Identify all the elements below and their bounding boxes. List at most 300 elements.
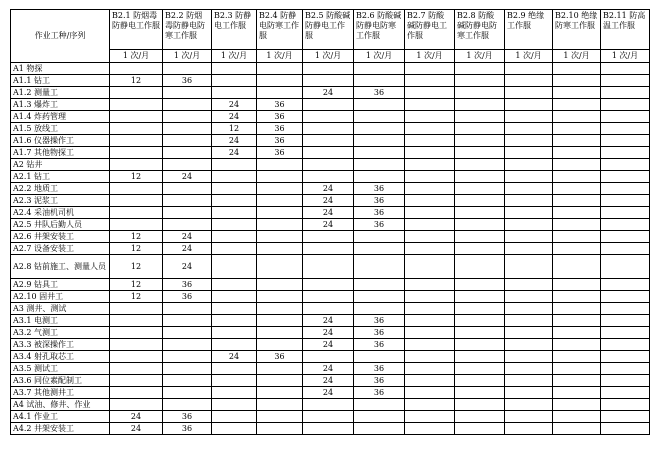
value-cell [110, 351, 163, 363]
header-row [11, 10, 650, 50]
row-label: A4 试油、修井、作业 [11, 399, 110, 411]
table-row [11, 423, 650, 435]
value-cell: 12 [110, 279, 163, 291]
unit-cell: 1 次/月 [354, 50, 405, 63]
value-cell [455, 387, 505, 399]
value-cell [455, 423, 505, 435]
unit-cell: 1 次/月 [455, 50, 505, 63]
value-cell: 24 [163, 255, 212, 279]
row-label: A1.6 仪器操作工 [11, 135, 110, 147]
value-cell [212, 291, 257, 303]
table-row [11, 363, 650, 375]
value-cell [405, 195, 455, 207]
protective-clothing-table [10, 9, 650, 435]
value-cell [505, 63, 553, 75]
value-cell [212, 423, 257, 435]
value-cell: 36 [354, 375, 405, 387]
value-cell [405, 63, 455, 75]
value-cell [405, 423, 455, 435]
row-label: A2.6 井架安装工 [11, 231, 110, 243]
value-cell [110, 303, 163, 315]
value-cell [257, 231, 303, 243]
table-row [11, 111, 650, 123]
value-cell [303, 111, 354, 123]
table-row [11, 315, 650, 327]
row-label: A2.2 地质工 [11, 183, 110, 195]
value-cell [455, 339, 505, 351]
value-cell [553, 243, 601, 255]
value-cell [257, 375, 303, 387]
table-row [11, 387, 650, 399]
value-cell: 24 [163, 243, 212, 255]
value-cell [455, 183, 505, 195]
value-cell [601, 303, 650, 315]
value-cell [110, 123, 163, 135]
value-cell [405, 207, 455, 219]
value-cell [601, 327, 650, 339]
unit-cell: 1 次/月 [212, 50, 257, 63]
value-cell [455, 171, 505, 183]
value-cell [601, 159, 650, 171]
value-cell: 24 [110, 423, 163, 435]
value-cell [405, 339, 455, 351]
row-label: A1.1 钻工 [11, 75, 110, 87]
value-cell [405, 411, 455, 423]
value-cell [553, 375, 601, 387]
value-cell [303, 231, 354, 243]
value-cell [303, 147, 354, 159]
value-cell [212, 171, 257, 183]
table-row [11, 327, 650, 339]
value-cell [110, 111, 163, 123]
value-cell [110, 399, 163, 411]
value-cell [212, 387, 257, 399]
value-cell [505, 279, 553, 291]
value-cell [601, 411, 650, 423]
row-label: A2.7 设备安装工 [11, 243, 110, 255]
value-cell: 36 [257, 351, 303, 363]
value-cell [601, 291, 650, 303]
value-cell: 36 [354, 87, 405, 99]
table-row [11, 195, 650, 207]
value-cell [455, 363, 505, 375]
row-label: A3.2 气测工 [11, 327, 110, 339]
column-header: B2.7 防酸碱防静电工作服 [405, 10, 455, 50]
value-cell [405, 111, 455, 123]
value-cell [553, 411, 601, 423]
value-cell [110, 159, 163, 171]
value-cell [553, 363, 601, 375]
column-header: B2.8 防酸碱防静电防寒工作服 [455, 10, 505, 50]
value-cell [212, 195, 257, 207]
value-cell [553, 171, 601, 183]
value-cell [405, 255, 455, 279]
value-cell: 36 [257, 135, 303, 147]
unit-cell: 1 次/月 [303, 50, 354, 63]
value-cell: 12 [110, 243, 163, 255]
value-cell [212, 315, 257, 327]
value-cell [553, 339, 601, 351]
value-cell [405, 375, 455, 387]
row-label: A3.3 被深操作工 [11, 339, 110, 351]
value-cell [303, 171, 354, 183]
value-cell: 12 [110, 75, 163, 87]
value-cell [505, 195, 553, 207]
value-cell [354, 279, 405, 291]
value-cell [405, 75, 455, 87]
row-label: A1.7 其他物探工 [11, 147, 110, 159]
value-cell [354, 75, 405, 87]
value-cell [553, 279, 601, 291]
value-cell [455, 111, 505, 123]
value-cell [601, 315, 650, 327]
row-label: A3.1 电测工 [11, 315, 110, 327]
value-cell [505, 303, 553, 315]
value-cell [553, 183, 601, 195]
value-cell: 36 [354, 219, 405, 231]
value-cell [505, 351, 553, 363]
row-label: A2.1 钻工 [11, 171, 110, 183]
value-cell: 24 [303, 207, 354, 219]
unit-cell: 1 次/月 [405, 50, 455, 63]
value-cell [354, 243, 405, 255]
value-cell [354, 399, 405, 411]
value-cell [354, 411, 405, 423]
value-cell [455, 195, 505, 207]
value-cell [212, 375, 257, 387]
column-header: B2.10 绝缘防寒工作服 [553, 10, 601, 50]
value-cell [505, 327, 553, 339]
value-cell [405, 99, 455, 111]
value-cell [601, 195, 650, 207]
value-cell [303, 243, 354, 255]
value-cell [601, 147, 650, 159]
value-cell: 36 [354, 387, 405, 399]
value-cell [455, 63, 505, 75]
value-cell [110, 99, 163, 111]
value-cell: 24 [163, 171, 212, 183]
value-cell [455, 147, 505, 159]
value-cell [212, 399, 257, 411]
value-cell [212, 243, 257, 255]
value-cell [303, 279, 354, 291]
value-cell [601, 171, 650, 183]
value-cell [455, 303, 505, 315]
value-cell [303, 123, 354, 135]
value-cell [163, 195, 212, 207]
value-cell [505, 387, 553, 399]
value-cell [505, 147, 553, 159]
value-cell [601, 231, 650, 243]
table-row [11, 291, 650, 303]
value-cell [354, 135, 405, 147]
value-cell [405, 315, 455, 327]
table-row [11, 171, 650, 183]
value-cell [455, 327, 505, 339]
value-cell [455, 351, 505, 363]
value-cell: 24 [303, 387, 354, 399]
table-row [11, 279, 650, 291]
value-cell [303, 255, 354, 279]
value-cell [354, 255, 405, 279]
value-cell [553, 231, 601, 243]
value-cell [257, 219, 303, 231]
row-label: A3.7 其他测井工 [11, 387, 110, 399]
value-cell [553, 207, 601, 219]
table-body [11, 63, 650, 435]
value-cell [455, 123, 505, 135]
value-cell [455, 87, 505, 99]
value-cell [110, 339, 163, 351]
value-cell [505, 87, 553, 99]
value-cell: 36 [163, 75, 212, 87]
value-cell [354, 351, 405, 363]
value-cell [553, 255, 601, 279]
value-cell [257, 339, 303, 351]
value-cell [505, 255, 553, 279]
row-label: A2.10 固井工 [11, 291, 110, 303]
row-label: A4.2 井架安装工 [11, 423, 110, 435]
value-cell: 24 [303, 315, 354, 327]
value-cell [257, 279, 303, 291]
value-cell [553, 87, 601, 99]
value-cell [601, 387, 650, 399]
value-cell: 24 [212, 135, 257, 147]
value-cell [163, 111, 212, 123]
value-cell [455, 243, 505, 255]
value-cell [553, 159, 601, 171]
value-cell [163, 363, 212, 375]
value-cell [212, 327, 257, 339]
row-label: A3.4 射孔取芯工 [11, 351, 110, 363]
value-cell: 36 [354, 315, 405, 327]
value-cell [553, 99, 601, 111]
value-cell [110, 63, 163, 75]
table-row [11, 255, 650, 279]
value-cell [257, 195, 303, 207]
value-cell [505, 123, 553, 135]
table-row [11, 231, 650, 243]
value-cell: 36 [354, 195, 405, 207]
row-label: A2 钻井 [11, 159, 110, 171]
value-cell [455, 255, 505, 279]
value-cell [212, 75, 257, 87]
value-cell [303, 159, 354, 171]
row-label: A2.3 泥浆工 [11, 195, 110, 207]
value-cell [303, 351, 354, 363]
value-cell: 24 [303, 183, 354, 195]
value-cell: 24 [303, 195, 354, 207]
value-cell: 24 [303, 363, 354, 375]
value-cell [505, 183, 553, 195]
value-cell [303, 99, 354, 111]
value-cell [405, 399, 455, 411]
value-cell [257, 291, 303, 303]
value-cell [455, 375, 505, 387]
value-cell [212, 87, 257, 99]
value-cell [505, 207, 553, 219]
value-cell [405, 351, 455, 363]
value-cell [455, 279, 505, 291]
value-cell [505, 411, 553, 423]
row-label: A1.3 爆炸工 [11, 99, 110, 111]
value-cell: 36 [163, 411, 212, 423]
value-cell [505, 135, 553, 147]
row-label: A1.4 炸药管理 [11, 111, 110, 123]
value-cell [257, 423, 303, 435]
table-row [11, 63, 650, 75]
value-cell [212, 303, 257, 315]
value-cell [257, 315, 303, 327]
value-cell [455, 219, 505, 231]
value-cell: 24 [212, 99, 257, 111]
value-cell [455, 207, 505, 219]
value-cell [212, 411, 257, 423]
value-cell: 24 [110, 411, 163, 423]
value-cell [505, 243, 553, 255]
value-cell: 12 [212, 123, 257, 135]
value-cell [257, 87, 303, 99]
table-row [11, 375, 650, 387]
table-row [11, 123, 650, 135]
value-cell [110, 219, 163, 231]
value-cell [405, 87, 455, 99]
value-cell [257, 159, 303, 171]
value-cell [455, 75, 505, 87]
unit-cell: 1 次/月 [257, 50, 303, 63]
value-cell [505, 423, 553, 435]
value-cell [354, 231, 405, 243]
value-cell [212, 339, 257, 351]
value-cell [505, 159, 553, 171]
value-cell [110, 315, 163, 327]
table-row [11, 219, 650, 231]
value-cell: 24 [303, 327, 354, 339]
value-cell [163, 63, 212, 75]
value-cell [303, 75, 354, 87]
value-cell: 24 [303, 339, 354, 351]
value-cell [163, 183, 212, 195]
value-cell [405, 183, 455, 195]
table-row [11, 243, 650, 255]
value-cell [163, 387, 212, 399]
value-cell [405, 303, 455, 315]
value-cell [601, 207, 650, 219]
value-cell [257, 75, 303, 87]
value-cell [505, 339, 553, 351]
column-header: B2.1 防烟毒防静电工作服 [110, 10, 163, 50]
row-label: A4.1 作业工 [11, 411, 110, 423]
value-cell [505, 111, 553, 123]
value-cell [257, 171, 303, 183]
value-cell [163, 87, 212, 99]
value-cell [553, 315, 601, 327]
value-cell [303, 399, 354, 411]
column-header: B2.9 绝缘工作服 [505, 10, 553, 50]
value-cell [405, 159, 455, 171]
value-cell [212, 207, 257, 219]
table-row [11, 147, 650, 159]
value-cell: 36 [257, 99, 303, 111]
value-cell: 36 [257, 147, 303, 159]
value-cell [601, 351, 650, 363]
value-cell [257, 63, 303, 75]
value-cell [405, 171, 455, 183]
value-cell [257, 387, 303, 399]
value-cell [505, 75, 553, 87]
value-cell [405, 243, 455, 255]
table-row [11, 75, 650, 87]
value-cell [163, 147, 212, 159]
value-cell [553, 399, 601, 411]
value-cell [455, 411, 505, 423]
value-cell [163, 375, 212, 387]
value-cell [553, 147, 601, 159]
value-cell [455, 231, 505, 243]
value-cell [163, 135, 212, 147]
value-cell [405, 123, 455, 135]
value-cell [163, 123, 212, 135]
value-cell [257, 303, 303, 315]
value-cell [110, 207, 163, 219]
value-cell [455, 135, 505, 147]
value-cell [601, 375, 650, 387]
value-cell [354, 423, 405, 435]
table-row [11, 411, 650, 423]
value-cell [405, 387, 455, 399]
value-cell [303, 63, 354, 75]
unit-cell: 1 次/月 [110, 50, 163, 63]
value-cell: 36 [354, 327, 405, 339]
value-cell [212, 255, 257, 279]
value-cell [303, 303, 354, 315]
value-cell [601, 279, 650, 291]
value-cell [257, 399, 303, 411]
value-cell [505, 219, 553, 231]
value-cell [505, 231, 553, 243]
value-cell [110, 375, 163, 387]
value-cell [212, 219, 257, 231]
value-cell [553, 351, 601, 363]
value-cell [553, 63, 601, 75]
value-cell [553, 123, 601, 135]
value-cell [553, 135, 601, 147]
value-cell [405, 231, 455, 243]
table-row [11, 159, 650, 171]
value-cell [601, 339, 650, 351]
value-cell [505, 315, 553, 327]
unit-cell: 1 次/月 [601, 50, 650, 63]
value-cell [257, 183, 303, 195]
value-cell: 12 [110, 255, 163, 279]
value-cell: 36 [354, 339, 405, 351]
row-label: A1 物探 [11, 63, 110, 75]
value-cell [163, 327, 212, 339]
value-cell [455, 99, 505, 111]
value-cell [303, 291, 354, 303]
value-cell [212, 183, 257, 195]
table-row [11, 351, 650, 363]
value-cell [354, 111, 405, 123]
value-cell [455, 159, 505, 171]
row-label: A2.4 采油机司机 [11, 207, 110, 219]
value-cell: 12 [110, 231, 163, 243]
value-cell [212, 159, 257, 171]
value-cell [110, 195, 163, 207]
value-cell [110, 387, 163, 399]
value-cell [553, 219, 601, 231]
value-cell [601, 111, 650, 123]
